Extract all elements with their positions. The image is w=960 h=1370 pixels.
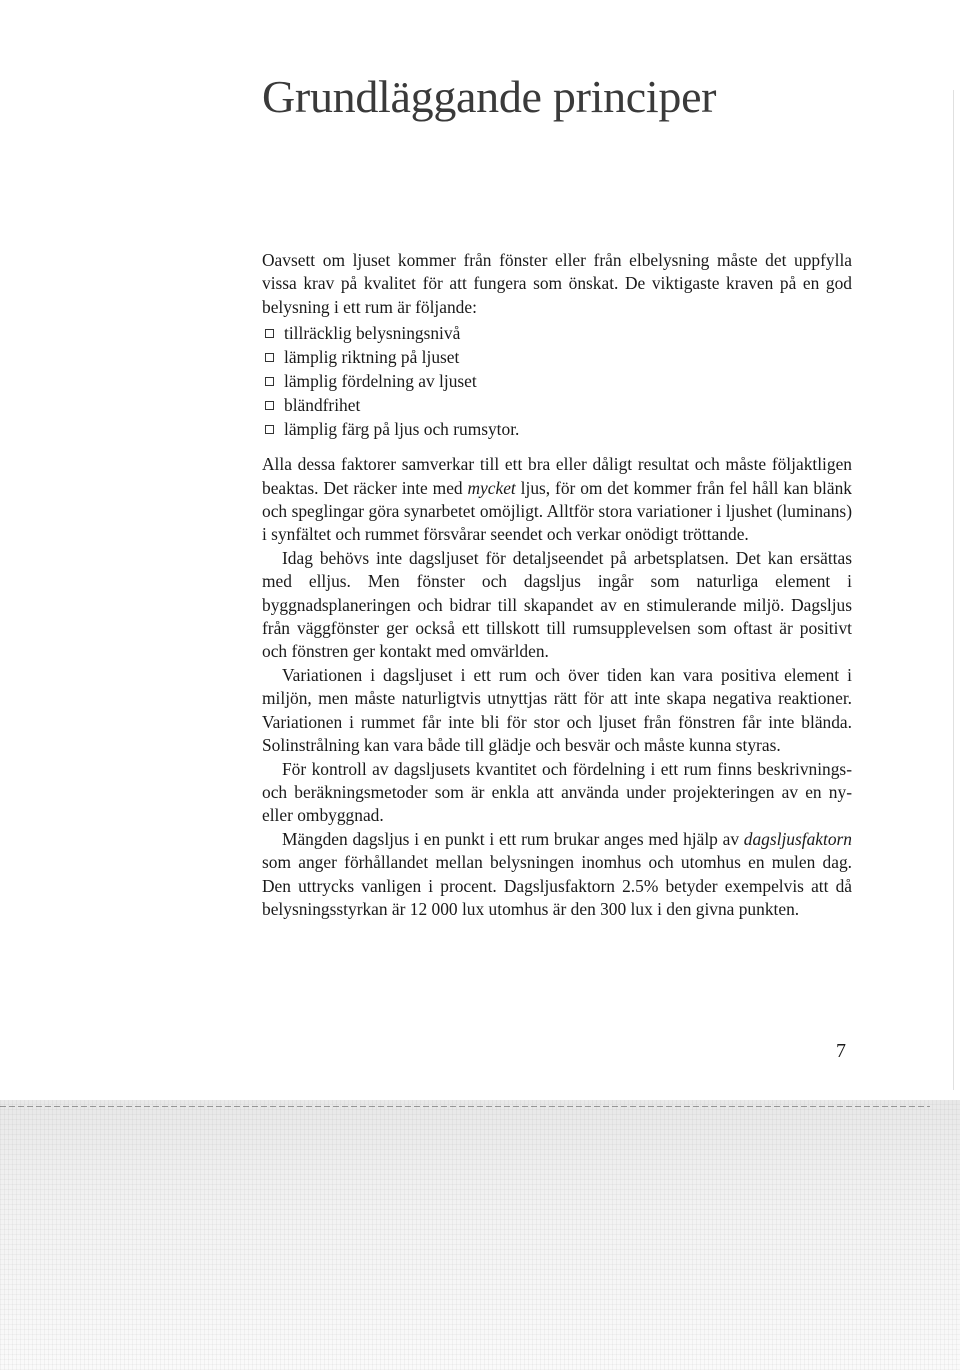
list-item: [262, 369, 852, 393]
paragraph-control: För kontroll av dagsljusets kvantitet och fördelning i ett rum finns beskrivnings- och beräkningsmetoder som är enkla att använda under projekteringen av en ny- eller ombyggnad.: [262, 758, 852, 826]
paragraph-daylight-workplace: Idag behövs inte dagsljuset för detaljseendet på arbetsplatsen. Det kan ersättas med elljus. Men fönster och dagsljus ingår som naturliga element i byggnadsplaneringen och bidrar till skapandet av en stimulerande miljö. Dagsljus från väggfönster ger också ett tillskott till rumsupplevelsen som oftast är positivt och fönstren ger kontakt med omvärlden.: [262, 547, 852, 662]
paragraph-factors: Alla dessa faktorer samverkar till ett bra eller dåligt resultat och måste följaktligen beaktas. Det räcker inte med mycket ljus, för om det kommer från fel håll kan blänk och speglingar göra synarbetet omöjligt. Alltför stora variationer i ljushet (luminans) i synfältet och rummet försvårar seendet och verkar onödigt tröttande.: [262, 454, 852, 545]
checkbox-bullet-icon: [265, 401, 274, 410]
list-item-label: bländfrihet: [284, 394, 361, 415]
list-item-label: lämplig riktning på ljuset: [284, 346, 460, 367]
scan-page-edge: [0, 1106, 930, 1107]
page-number: 7: [836, 1040, 846, 1062]
checkbox-bullet-icon: [265, 329, 274, 338]
body-text: [262, 249, 852, 921]
scan-shadow-band: [0, 1100, 960, 1370]
list-item-label: lämplig fördelning av ljuset: [284, 370, 477, 391]
paragraph-variation: Variationen i dagsljuset i ett rum och över tiden kan vara positiva element i miljön, men måste naturligtvis utnyttjas rätt för att inte skapa negativa reaktioner. Variationen i rummet får inte bli för stor och ljuset från fönstren får inte blända. Solinstrålning kan vara både till glädje och besvär och måste kunna styras.: [262, 664, 852, 756]
list-item-label: lämplig färg på ljus och rumsytor.: [284, 418, 520, 439]
checkbox-bullet-icon: [265, 353, 274, 362]
paragraph-daylight-factor: Mängden dagsljus i en punkt i ett rum brukar anges med hjälp av dagsljusfaktorn som anger förhållandet mellan belysningen inomhus och utomhus en mulen dag. Den uttrycks vanligen i procent. Dagsljusfaktorn 2.5% betyder exempelvis att då belysningsstyrkan är 12 000 lux utomhus är den 300 lux i den givna punkten.: [262, 828, 852, 919]
checkbox-bullet-icon: [265, 377, 274, 386]
list-item-label: tillräcklig belysningsnivå: [284, 322, 461, 343]
list-item: [262, 345, 852, 369]
requirements-list: [262, 321, 852, 441]
list-item: [262, 321, 852, 345]
intro-paragraph: Oavsett om ljuset kommer från fönster eller från elbelysning måste det uppfylla vissa krav på kvalitet för att fungera som önskat. De viktigaste kraven på en god belysning i ett rum är följande:: [262, 250, 852, 317]
list-item: [262, 393, 852, 417]
checkbox-bullet-icon: [265, 425, 274, 434]
page-title: Grundläggande principer: [262, 71, 717, 122]
scan-side-edge: [953, 90, 954, 1090]
list-item: [262, 417, 852, 441]
emphasis-text: mycket: [467, 477, 516, 498]
emphasis-text: dagsljusfaktorn: [743, 828, 852, 849]
